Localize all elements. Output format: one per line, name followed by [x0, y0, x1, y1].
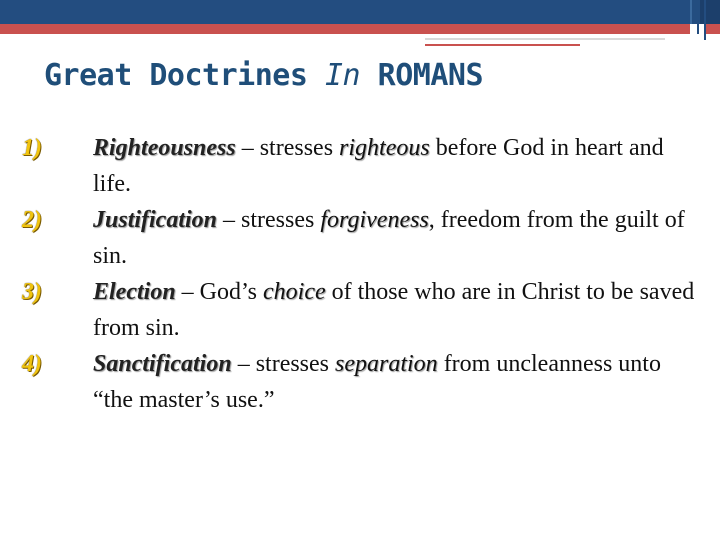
top-band-accent — [700, 0, 720, 24]
decorative-line — [425, 44, 580, 46]
page-title — [44, 58, 483, 93]
red-accent-strip — [0, 24, 690, 34]
item-number: 1) — [22, 135, 42, 161]
band-divider — [697, 0, 699, 34]
list-item — [22, 274, 702, 346]
item-text: before God in heart and life. — [93, 135, 664, 197]
item-connector: – God’s — [175, 279, 264, 305]
item-emphasis: forgiveness — [320, 207, 429, 233]
title-part: In — [324, 58, 361, 93]
item-emphasis: separation — [335, 351, 438, 377]
title-part: ROMANS — [360, 58, 484, 93]
item-term: Justification — [93, 207, 218, 233]
item-emphasis: choice — [263, 279, 326, 305]
band-divider — [704, 0, 706, 40]
band-divider — [690, 0, 692, 24]
item-term: Righteousness — [93, 135, 236, 161]
item-connector: – stresses — [217, 207, 321, 233]
list-item — [22, 346, 702, 418]
item-number: 4) — [22, 351, 42, 377]
red-accent-strip — [706, 24, 720, 34]
item-term: Election — [93, 279, 176, 305]
item-number: 2) — [22, 207, 42, 233]
item-text: , freedom from the guilt of sin. — [93, 207, 685, 269]
list-item — [22, 202, 702, 274]
doctrine-list — [22, 130, 702, 418]
item-text: of those who are in Christ to be saved from sin. — [93, 279, 695, 341]
top-band — [0, 0, 700, 24]
item-connector: – stresses — [231, 351, 336, 377]
title-part: Great Doctrines — [44, 58, 325, 93]
item-number: 3) — [22, 279, 42, 305]
decorative-line — [425, 38, 665, 40]
item-connector: – stresses — [235, 135, 340, 161]
item-term: Sanctification — [93, 351, 232, 377]
list-item — [22, 130, 702, 202]
item-text: from uncleanness unto “the master’s use.” — [93, 351, 661, 413]
item-emphasis: righteous — [339, 135, 430, 161]
